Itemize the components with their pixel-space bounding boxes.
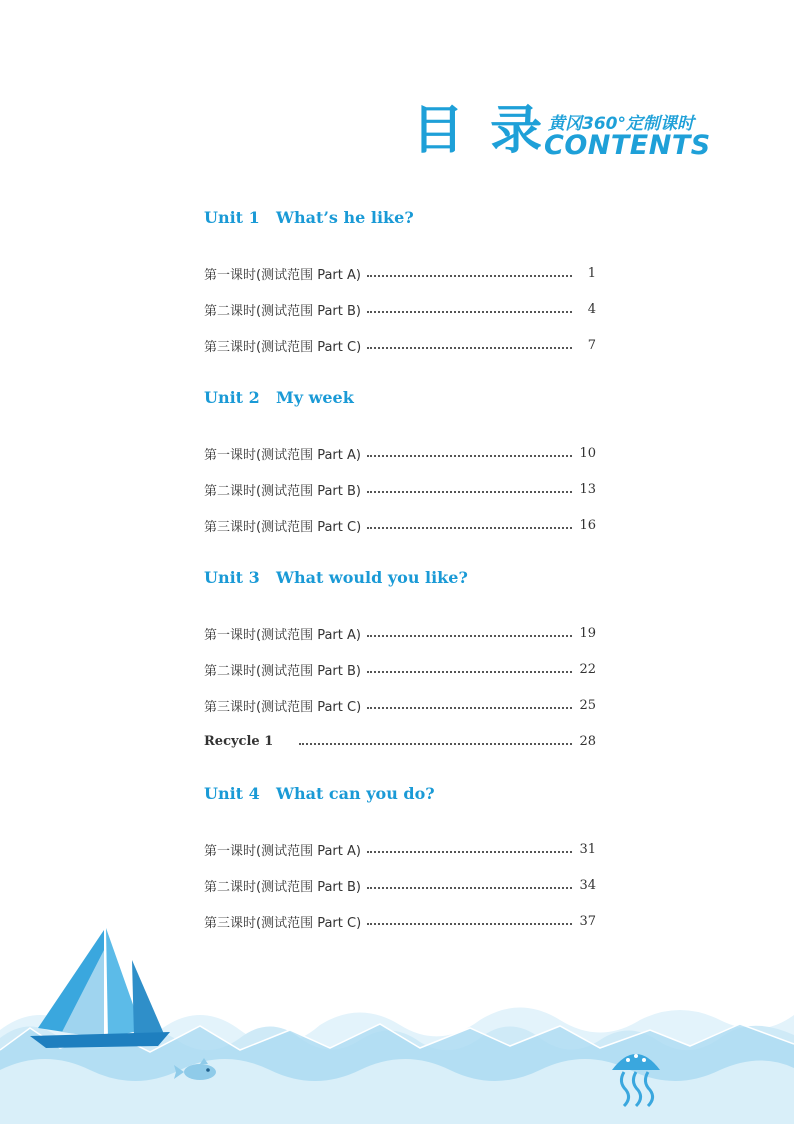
entry-label: 第三课时(测试范围 Part C) (204, 339, 362, 355)
toc-entry[interactable] (204, 299, 596, 319)
page-number: 13 (579, 481, 596, 497)
dot-leader (367, 346, 572, 349)
dot-leader (367, 310, 572, 313)
page-number: 1 (587, 265, 596, 281)
dot-leader (367, 634, 572, 637)
entry-label: 第三课时(测试范围 Part C) (204, 915, 362, 931)
contents-title: 目 录 (412, 101, 547, 161)
contents-english: CONTENTS (544, 130, 711, 161)
entry-label: 第一课时(测试范围 Part A) (204, 627, 361, 643)
toc-entry[interactable] (204, 263, 596, 283)
page-number: 37 (579, 913, 596, 929)
toc-entry[interactable] (204, 659, 596, 679)
dot-leader (367, 526, 572, 529)
series-subtitle: 黄冈360°定制课时 (548, 114, 694, 134)
page-number: 10 (579, 445, 596, 461)
dot-leader (299, 742, 572, 745)
unit-heading (204, 208, 414, 227)
page-number: 25 (579, 697, 596, 713)
unit-number: Unit 4 (204, 784, 260, 803)
toc-entry[interactable] (204, 695, 596, 715)
dot-leader (367, 706, 572, 709)
ocean-scene (0, 920, 794, 1124)
contents-header (412, 100, 712, 170)
page-number: 34 (579, 877, 596, 893)
page-number: 28 (579, 733, 596, 749)
toc-entry[interactable] (204, 479, 596, 499)
toc-entry[interactable] (204, 443, 596, 463)
dot-leader (367, 670, 572, 673)
unit-heading (204, 568, 468, 587)
unit-title: What would you like? (276, 568, 468, 587)
entry-label: 第二课时(测试范围 Part B) (204, 663, 361, 679)
entry-label: 第二课时(测试范围 Part B) (204, 303, 361, 319)
entry-label: 第一课时(测试范围 Part A) (204, 447, 361, 463)
unit-title: What can you do? (276, 784, 435, 803)
toc-entry[interactable] (204, 515, 596, 535)
toc-entry-recycle[interactable] (204, 731, 596, 751)
unit-title: What’s he like? (276, 208, 414, 227)
page-number: 16 (579, 517, 596, 533)
entry-label: 第一课时(测试范围 Part A) (204, 843, 361, 859)
toc-entry[interactable] (204, 623, 596, 643)
dot-leader (367, 886, 572, 889)
entry-label: 第三课时(测试范围 Part C) (204, 519, 362, 535)
unit-heading (204, 388, 354, 407)
unit-number: Unit 3 (204, 568, 260, 587)
unit-number: Unit 2 (204, 388, 260, 407)
entry-label: 第二课时(测试范围 Part B) (204, 483, 361, 499)
page-number: 19 (579, 625, 596, 641)
entry-label: Recycle 1 (204, 733, 274, 749)
entry-label: 第二课时(测试范围 Part B) (204, 879, 361, 895)
page-number: 31 (579, 841, 596, 857)
page-number: 22 (579, 661, 596, 677)
unit-number: Unit 1 (204, 208, 260, 227)
dot-leader (367, 850, 572, 853)
entry-label: 第三课时(测试范围 Part C) (204, 699, 362, 715)
toc-entry[interactable] (204, 839, 596, 859)
dot-leader (367, 490, 572, 493)
toc-entry[interactable] (204, 335, 596, 355)
toc-entry[interactable] (204, 875, 596, 895)
page-number: 7 (587, 337, 596, 353)
dot-leader (367, 454, 572, 457)
unit-heading (204, 784, 435, 803)
page-number: 4 (587, 301, 596, 317)
unit-title: My week (276, 388, 354, 407)
entry-label: 第一课时(测试范围 Part A) (204, 267, 361, 283)
dot-leader (367, 274, 572, 277)
